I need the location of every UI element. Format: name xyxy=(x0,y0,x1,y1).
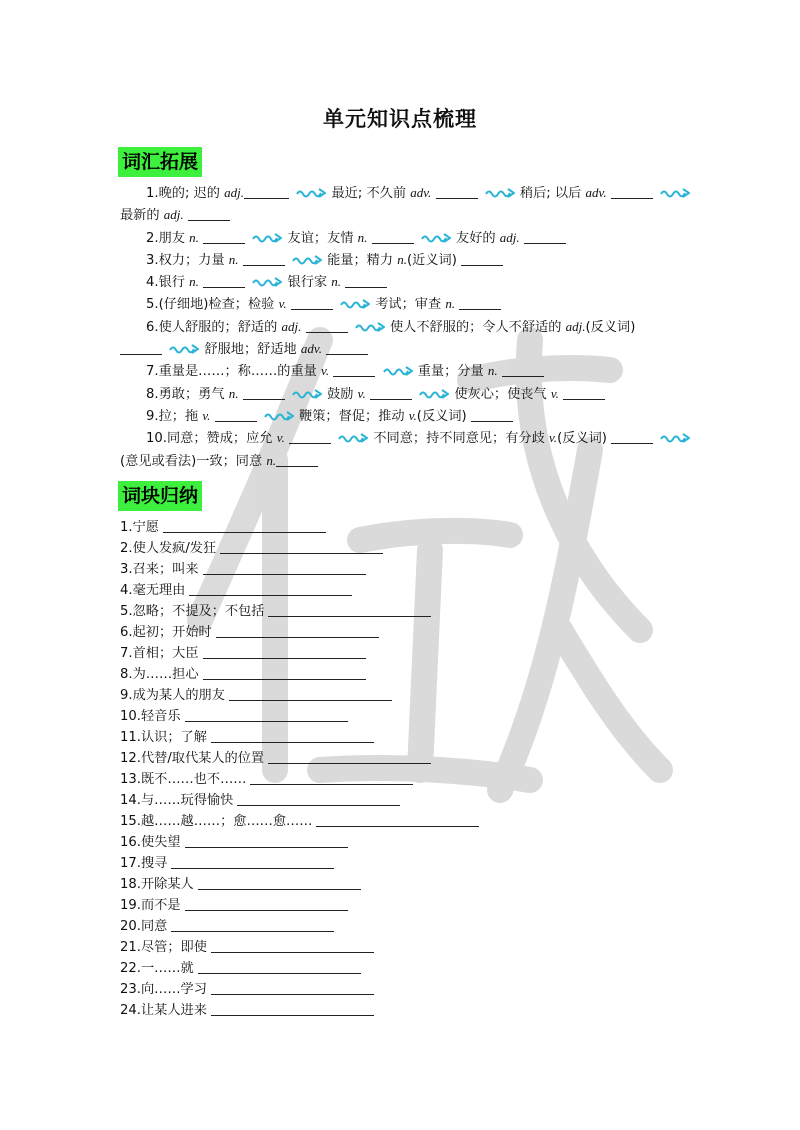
chunk-item xyxy=(120,538,479,559)
page-title: 单元知识点梳理 xyxy=(323,107,477,131)
answer-line[interactable] xyxy=(211,1001,374,1016)
vocab-text: 稍后; 以后 xyxy=(519,186,582,201)
wave-arrow-icon xyxy=(296,188,326,198)
chunk-label: 21.尽管；即使 xyxy=(120,940,207,955)
part-of-speech: v. xyxy=(357,385,366,401)
vocab-row-8 xyxy=(120,383,685,405)
chunk-item xyxy=(120,727,479,748)
chunk-item xyxy=(120,685,479,706)
vocab-text: 使灰心；使丧气 xyxy=(454,386,547,402)
chunk-label: 9.成为某人的朋友 xyxy=(120,688,225,703)
answer-blank[interactable] xyxy=(203,273,245,288)
answer-blank[interactable] xyxy=(326,340,368,355)
vocab-row-4 xyxy=(120,271,685,293)
wave-arrow-icon xyxy=(340,299,370,309)
chunk-item xyxy=(120,664,479,685)
chunk-label: 24.让某人进来 xyxy=(120,1003,207,1018)
answer-blank[interactable] xyxy=(203,229,245,244)
vocab-text: 能量；精力 xyxy=(327,252,394,268)
answer-line[interactable] xyxy=(171,854,334,869)
chunk-item xyxy=(120,832,479,853)
answer-blank[interactable] xyxy=(291,295,333,310)
chunk-item xyxy=(120,601,479,622)
answer-line[interactable] xyxy=(211,980,374,995)
chunk-item xyxy=(120,706,479,727)
answer-line[interactable] xyxy=(185,833,348,848)
answer-line[interactable] xyxy=(211,728,374,743)
vocab-text: 友好的 xyxy=(456,230,496,246)
chunk-label: 3.召来；叫来 xyxy=(120,562,199,577)
answer-blank[interactable] xyxy=(611,184,653,199)
answer-blank[interactable] xyxy=(276,452,318,467)
chunk-item xyxy=(120,811,479,832)
answer-blank[interactable] xyxy=(471,407,513,422)
answer-line[interactable] xyxy=(198,959,361,974)
part-of-speech: n. xyxy=(357,229,368,245)
vocab-text: (反义词) xyxy=(585,319,636,335)
part-of-speech: v. xyxy=(276,430,285,446)
answer-line[interactable] xyxy=(211,938,374,953)
chunk-label: 6.起初；开始时 xyxy=(120,625,212,640)
chunk-label: 7.首相；大臣 xyxy=(120,646,199,661)
vocab-row-6 xyxy=(120,316,685,338)
vocab-row-10 xyxy=(120,427,685,449)
answer-blank[interactable] xyxy=(459,295,501,310)
chunk-item xyxy=(120,643,479,664)
answer-blank[interactable] xyxy=(345,273,387,288)
wave-arrow-icon xyxy=(338,433,368,443)
chunk-label: 5.忽略；不提及；不包括 xyxy=(120,604,265,619)
chunk-item xyxy=(120,622,479,643)
vocab-text: 不同意；持不同意见；有分歧 xyxy=(373,431,545,447)
answer-line[interactable] xyxy=(203,644,366,659)
vocab-row-7 xyxy=(120,360,685,382)
answer-blank[interactable] xyxy=(244,184,289,199)
answer-line[interactable] xyxy=(220,539,383,554)
vocab-text: 银行家 xyxy=(287,275,328,291)
vocab-text: 舒服地；舒适地 xyxy=(204,342,297,358)
wave-arrow-icon xyxy=(292,389,322,399)
chunk-label: 19.而不是 xyxy=(120,898,181,913)
chunk-item xyxy=(120,1000,479,1021)
vocab-text: 9.拉；拖 xyxy=(146,408,199,424)
vocab-row-5 xyxy=(120,293,685,315)
answer-line[interactable] xyxy=(189,581,352,596)
vocab-text: 2.朋友 xyxy=(146,230,185,246)
vocab-row-1 xyxy=(120,182,685,204)
part-of-speech: v. xyxy=(550,385,559,401)
part-of-speech: n. xyxy=(189,229,199,245)
vocab-text: (近义词) xyxy=(406,252,457,268)
part-of-speech: adv. xyxy=(410,185,432,200)
wave-arrow-icon xyxy=(485,188,515,198)
chunk-label: 17.搜寻 xyxy=(120,856,168,871)
vocab-row-3 xyxy=(120,249,685,271)
part-of-speech: v. xyxy=(202,407,211,423)
part-of-speech: v. xyxy=(408,407,417,423)
chunk-label: 2.使人发疯/发狂 xyxy=(120,541,217,556)
wave-arrow-icon xyxy=(383,366,413,376)
wave-arrow-icon xyxy=(660,433,690,443)
answer-line[interactable] xyxy=(171,917,334,932)
chunk-label: 15.越……越……；愈……愈…… xyxy=(120,814,313,829)
vocab-text: 最近; 不久前 xyxy=(331,186,407,201)
part-of-speech: v. xyxy=(321,363,330,379)
wave-arrow-icon xyxy=(169,344,199,354)
wave-arrow-icon xyxy=(421,233,451,243)
answer-line[interactable] xyxy=(203,560,366,575)
part-of-speech: n. xyxy=(228,385,239,401)
answer-blank[interactable] xyxy=(306,318,348,333)
vocab-text: (意见或看法)一致；同意 xyxy=(120,453,263,469)
answer-blank[interactable] xyxy=(188,206,230,221)
part-of-speech: n. xyxy=(189,274,199,290)
answer-line[interactable] xyxy=(237,791,400,806)
chunk-label: 16.使失望 xyxy=(120,835,181,850)
part-of-speech: n. xyxy=(397,251,407,267)
wave-arrow-icon xyxy=(252,277,282,287)
answer-blank[interactable] xyxy=(120,340,162,355)
chunk-label: 22.一……就 xyxy=(120,961,194,976)
part-of-speech: adv. xyxy=(585,185,607,200)
vocab-text: 10.同意；赞成；应允 xyxy=(146,431,273,447)
answer-line[interactable] xyxy=(216,623,379,638)
chunk-item xyxy=(120,979,479,1000)
vocab-text: (反义词) xyxy=(557,431,607,447)
answer-line[interactable] xyxy=(316,812,479,827)
vocab-text: 鼓励 xyxy=(327,386,354,402)
vocab-row-1-cont xyxy=(120,204,685,226)
answer-line[interactable] xyxy=(268,749,431,764)
answer-blank[interactable] xyxy=(461,251,503,266)
wave-arrow-icon xyxy=(252,233,282,243)
chunk-label: 10.轻音乐 xyxy=(120,709,181,724)
vocab-text: 3.权力；力量 xyxy=(146,252,225,268)
answer-blank[interactable] xyxy=(289,429,331,444)
chunk-item xyxy=(120,559,479,580)
chunk-label: 14.与……玩得愉快 xyxy=(120,793,234,808)
chunk-item xyxy=(120,958,479,979)
chunk-label: 4.毫无理由 xyxy=(120,583,186,598)
answer-line[interactable] xyxy=(198,875,361,890)
part-of-speech: adj. xyxy=(281,318,302,334)
vocab-text: 6.使人舒服的；舒适的 xyxy=(146,319,278,335)
answer-line[interactable] xyxy=(203,665,366,680)
chunk-item xyxy=(120,937,479,958)
part-of-speech: n. xyxy=(228,251,239,267)
vocab-text: 7.重量是……；称……的重量 xyxy=(146,364,317,380)
answer-blank[interactable] xyxy=(524,229,566,244)
chunk-label: 12.代替/取代某人的位置 xyxy=(120,751,265,766)
vocab-row-6-cont xyxy=(120,338,685,360)
vocab-text: 8.勇敢；勇气 xyxy=(146,386,225,402)
chunk-label: 11.认识；了解 xyxy=(120,730,207,745)
vocab-text: 重量；分量 xyxy=(417,364,484,380)
chunk-item xyxy=(120,517,479,538)
answer-blank[interactable] xyxy=(611,429,653,444)
wave-arrow-icon xyxy=(355,322,385,332)
chunk-item xyxy=(120,874,479,895)
chunk-item xyxy=(120,769,479,790)
chunks-section-heading: 词块归纳 xyxy=(118,481,202,511)
wave-arrow-icon xyxy=(660,188,690,198)
vocab-row-9 xyxy=(120,405,685,427)
answer-blank[interactable] xyxy=(502,362,544,377)
answer-line[interactable] xyxy=(163,518,326,533)
vocab-row-10-cont xyxy=(120,450,685,472)
vocab-text: 1.晚的; 迟的 xyxy=(146,186,220,201)
answer-blank[interactable] xyxy=(372,229,414,244)
part-of-speech: n. xyxy=(266,452,277,468)
part-of-speech: n. xyxy=(445,296,456,312)
answer-line[interactable] xyxy=(268,602,431,617)
wave-arrow-icon xyxy=(264,411,294,421)
chunk-item xyxy=(120,580,479,601)
vocab-row-2 xyxy=(120,227,685,249)
chunk-label: 8.为……担心 xyxy=(120,667,199,682)
answer-line[interactable] xyxy=(250,770,413,785)
answer-blank[interactable] xyxy=(370,385,412,400)
answer-blank[interactable] xyxy=(436,184,478,199)
part-of-speech: adj. xyxy=(499,229,520,245)
part-of-speech: adj. xyxy=(224,185,245,200)
wave-arrow-icon xyxy=(292,255,322,265)
vocab-text: 鞭策；督促；推动 xyxy=(299,408,405,424)
chunk-label: 23.向……学习 xyxy=(120,982,207,997)
part-of-speech: v. xyxy=(549,430,558,446)
chunk-list xyxy=(120,517,479,1021)
vocab-text: 4.银行 xyxy=(146,275,185,291)
part-of-speech: n. xyxy=(487,363,498,379)
chunk-label: 18.开除某人 xyxy=(120,877,194,892)
vocab-text: (反义词) xyxy=(416,408,467,424)
answer-line[interactable] xyxy=(229,686,392,701)
answer-blank[interactable] xyxy=(333,362,375,377)
vocab-text: 5.(仔细地)检查；检验 xyxy=(146,297,275,313)
part-of-speech: adj. xyxy=(565,318,586,334)
chunk-item xyxy=(120,916,479,937)
chunk-item xyxy=(120,895,479,916)
answer-line[interactable] xyxy=(185,707,348,722)
vocab-text: 最新的 xyxy=(120,208,160,224)
chunk-item xyxy=(120,853,479,874)
answer-blank[interactable] xyxy=(215,407,257,422)
answer-line[interactable] xyxy=(185,896,348,911)
answer-blank[interactable] xyxy=(563,385,605,400)
vocab-section-heading: 词汇拓展 xyxy=(118,147,202,177)
chunk-item xyxy=(120,790,479,811)
vocab-text: 使人不舒服的；令人不舒适的 xyxy=(389,319,562,335)
chunk-item xyxy=(120,748,479,769)
part-of-speech: adv. xyxy=(300,341,322,357)
answer-blank[interactable] xyxy=(243,251,285,266)
answer-blank[interactable] xyxy=(243,385,285,400)
part-of-speech: n. xyxy=(331,274,342,290)
chunk-label: 1.宁愿 xyxy=(120,520,159,535)
chunk-label: 13.既不……也不…… xyxy=(120,772,247,787)
part-of-speech: adj. xyxy=(163,207,184,223)
vocab-list xyxy=(120,182,685,472)
vocab-text: 友谊；友情 xyxy=(287,230,354,246)
part-of-speech: v. xyxy=(278,296,287,312)
vocab-text: 考试；审查 xyxy=(375,297,442,313)
wave-arrow-icon xyxy=(419,389,449,399)
chunk-label: 20.同意 xyxy=(120,919,168,934)
